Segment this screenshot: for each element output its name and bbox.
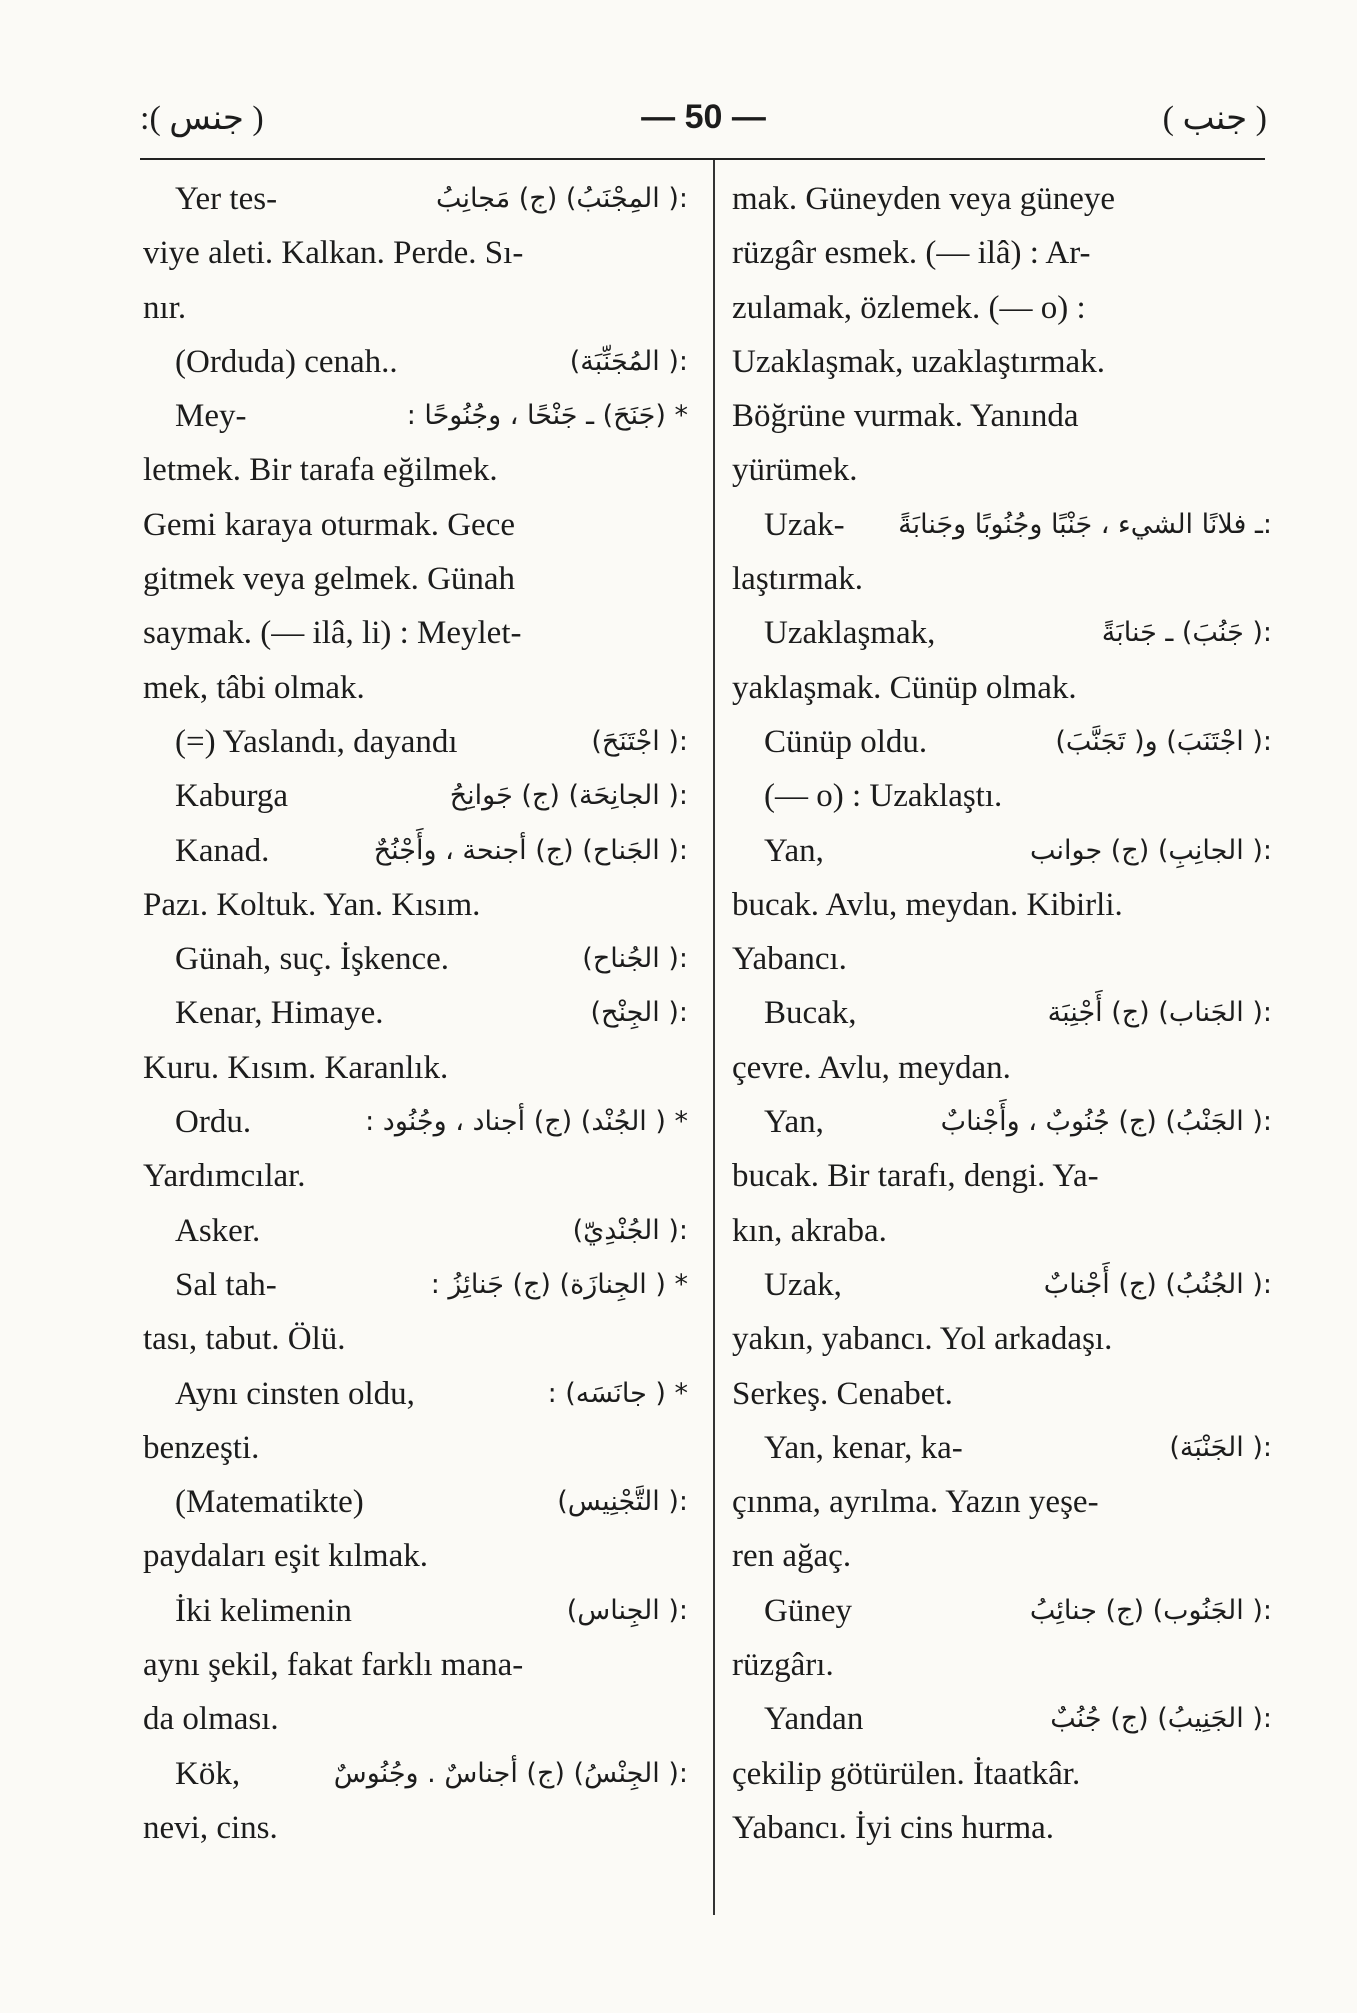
definition-text: Yabancı. İyi cins hurma. [732, 1809, 1055, 1846]
entry-line [143, 1475, 688, 1529]
entry-line [732, 1041, 1272, 1095]
definition-text: Yan, [764, 832, 824, 869]
arabic-headword: :( الجُنْدِيّ) [572, 1214, 688, 1246]
entry-line [732, 1475, 1272, 1529]
entry-line [143, 1692, 688, 1746]
definition-text: yaklaşmak. Cünüp olmak. [732, 669, 1077, 706]
definition-text: Güney [764, 1592, 852, 1629]
entry-line [732, 443, 1272, 497]
definition-text: tası, tabut. Ölü. [143, 1321, 346, 1358]
definition-text: laştırmak. [732, 561, 864, 598]
definition-text: saymak. (— ilâ, li) : Meylet- [143, 615, 522, 652]
entry-line [732, 932, 1272, 986]
definition-text: (=) Yaslandı, dayandı [175, 723, 458, 760]
definition-text: (— o) : Uzaklaştı. [764, 778, 1003, 815]
arabic-headword: :( الجَناح) (ج) أجنحة ، وأَجْنُحٌ [373, 834, 688, 866]
entry-line [143, 878, 688, 932]
entry-line [143, 606, 688, 660]
entry-line [732, 281, 1272, 335]
entry-line [143, 715, 688, 769]
entry-line [732, 986, 1272, 1040]
arabic-headword: :ـ فلانًا الشيء ، جَنْبًا وجُنُوبًا وجَنابَةً [898, 508, 1272, 540]
entry-line [143, 443, 688, 497]
entry-line [143, 172, 688, 226]
definition-text: Yan, [764, 1104, 824, 1141]
entry-line [732, 1312, 1272, 1366]
entry-line [143, 1529, 688, 1583]
definition-text: Asker. [175, 1212, 261, 1249]
definition-text: Kaburga [175, 778, 289, 815]
definition-text: Uzak, [764, 1266, 842, 1303]
entry-line [732, 1692, 1272, 1746]
arabic-headword: :( الجِنْح) [590, 997, 688, 1029]
arabic-headword: :( الجِنْسُ) (ج) أجناسٌ . وجُنُوسٌ [333, 1757, 688, 1789]
entry-line [732, 661, 1272, 715]
arabic-headword: :( المِجْنَبُ) (ج) مَجانِبُ [436, 183, 688, 214]
arabic-headword: :( اجْتَنَحَ) [591, 725, 688, 757]
entry-line [143, 986, 688, 1040]
definition-text: paydaları eşit kılmak. [143, 1538, 428, 1575]
arabic-headword: :( الجانِبِ) (ج) جوانب [1030, 834, 1272, 866]
arabic-headword: :( المُجَنِّبَة) [569, 345, 688, 377]
definition-text: aynı şekil, fakat farklı mana- [143, 1647, 524, 1684]
entry-line [143, 661, 688, 715]
definition-text: mak. Güneyden veya güneye [732, 181, 1116, 217]
arabic-headword: * ( الجُنْد) (ج) أجناد ، وجُنُود : [365, 1106, 688, 1138]
entry-line [143, 389, 688, 443]
entry-line [732, 1801, 1272, 1855]
arabic-headword: :( التَّجْنِيس) [557, 1486, 688, 1518]
entry-line [143, 1747, 688, 1801]
arabic-headword: :( الجَنْبَة) [1169, 1431, 1272, 1463]
entry-line [143, 1258, 688, 1312]
header-left-key: :( جنس ) [140, 100, 264, 137]
arabic-headword: :( الجَنْبُ) (ج) جُنُوبٌ ، وأَجْنابٌ [940, 1106, 1272, 1138]
entry-line [143, 1367, 688, 1421]
entry-line [143, 1638, 688, 1692]
definition-text: rüzgâr esmek. (— ilâ) : Ar- [732, 235, 1091, 272]
definition-text: Kuru. Kısım. Karanlık. [143, 1049, 449, 1086]
entry-line [732, 226, 1272, 280]
entry-line [143, 1149, 688, 1203]
definition-text: ren ağaç. [732, 1538, 852, 1575]
column-divider [713, 160, 715, 1915]
definition-text: Uzaklaşmak, [764, 615, 936, 652]
definition-text: bucak. Avlu, meydan. Kibirli. [732, 886, 1123, 923]
arabic-headword: :( الجانِحَة) (ج) جَوانِحُ [449, 780, 688, 812]
entry-line [732, 878, 1272, 932]
definition-text: nevi, cins. [143, 1809, 278, 1846]
arabic-headword: :( الجِناس) [566, 1594, 688, 1626]
definition-text: Pazı. Koltuk. Yan. Kısım. [143, 886, 481, 923]
definition-text: viye aleti. Kalkan. Perde. Sı- [143, 235, 524, 272]
arabic-headword: :( الجُناح) [582, 943, 688, 975]
page-number: — 50 — [641, 98, 766, 136]
entry-line [143, 1584, 688, 1638]
definition-text: çınma, ayrılma. Yazın yeşe- [732, 1484, 1099, 1521]
right-column [732, 172, 1272, 1855]
definition-text: Yabancı. [732, 941, 847, 978]
definition-text: Yandan [764, 1701, 864, 1738]
definition-text: Sal tah- [175, 1266, 277, 1303]
definition-text: Kök, [175, 1755, 241, 1792]
entry-line [732, 389, 1272, 443]
definition-text: da olması. [143, 1701, 279, 1738]
definition-text: Günah, suç. İşkence. [175, 941, 449, 978]
definition-text: Kenar, Himaye. [175, 995, 384, 1032]
definition-text: Ordu. [175, 1104, 252, 1141]
entry-line [143, 769, 688, 823]
arabic-headword: * ( جانَسَه) : [547, 1377, 688, 1409]
entry-line [732, 715, 1272, 769]
definition-text: Yardımcılar. [143, 1158, 306, 1195]
entry-line [732, 606, 1272, 660]
entry-line [732, 552, 1272, 606]
definition-text: Cünüp oldu. [764, 723, 928, 760]
definition-text: İki kelimenin [175, 1592, 352, 1629]
definition-text: benzeşti. [143, 1429, 260, 1466]
definition-text: Gemi karaya oturmak. Gece [143, 506, 515, 543]
definition-text: Yan, kenar, ka- [764, 1429, 963, 1466]
entry-line [143, 1204, 688, 1258]
definition-text: letmek. Bir tarafa eğilmek. [143, 452, 498, 489]
entry-line [732, 1204, 1272, 1258]
definition-text: rüzgârı. [732, 1647, 834, 1684]
entry-line [143, 1421, 688, 1475]
entry-line [732, 1638, 1272, 1692]
definition-text: gitmek veya gelmek. Günah [143, 561, 516, 598]
arabic-headword: * (جَنَحَ) ـ جَنْحًا ، وجُنُوحًا : [406, 400, 688, 432]
entry-line [143, 1095, 688, 1149]
entry-line [143, 1801, 688, 1855]
entry-line [143, 552, 688, 606]
entry-line [732, 1747, 1272, 1801]
arabic-headword: :( الجَناب) (ج) أَجْنِبَة [1047, 997, 1272, 1029]
definition-text: bucak. Bir tarafı, dengi. Ya- [732, 1158, 1099, 1195]
definition-text: Uzak- [764, 506, 845, 543]
entry-line [143, 226, 688, 280]
page-header [140, 98, 1267, 148]
entry-line [732, 1149, 1272, 1203]
definition-text: Uzaklaşmak, uzaklaştırmak. [732, 343, 1105, 380]
arabic-headword: :( جَنُبَ) ـ جَنابَةً [1101, 617, 1272, 649]
entry-line [732, 335, 1272, 389]
entry-line [732, 824, 1272, 878]
entry-line [732, 1367, 1272, 1421]
entry-line [732, 1584, 1272, 1638]
arabic-headword: :( اجْتَنَبَ) و( تَجَنَّبَ) [1055, 725, 1272, 757]
definition-text: Kanad. [175, 832, 270, 869]
definition-text: Serkeş. Cenabet. [732, 1375, 953, 1412]
definition-text: zulamak, özlemek. (— o) : [732, 289, 1086, 326]
entry-line [143, 1041, 688, 1095]
entry-line [143, 498, 688, 552]
definition-text: (Matematikte) [175, 1484, 364, 1521]
entry-line [143, 335, 688, 389]
definition-text: Mey- [175, 398, 247, 435]
arabic-headword: * ( الجِنازَة) (ج) جَنائِزُ : [430, 1268, 688, 1300]
definition-text: yakın, yabancı. Yol arkadaşı. [732, 1321, 1113, 1358]
left-column [143, 172, 688, 1855]
definition-text: Bucak, [764, 995, 857, 1032]
entry-line [732, 498, 1272, 552]
entry-line [143, 932, 688, 986]
arabic-headword: :( الجَنُوب) (ج) جنائِبُ [1029, 1594, 1272, 1626]
entry-line [732, 769, 1272, 823]
definition-text: Böğrüne vurmak. Yanında [732, 398, 1079, 435]
entry-line [143, 824, 688, 878]
definition-text: yürümek. [732, 452, 858, 489]
definition-text: çevre. Avlu, meydan. [732, 1049, 1011, 1086]
entry-line [732, 1421, 1272, 1475]
definition-text: (Orduda) cenah.. [175, 343, 398, 380]
entry-line [143, 1312, 688, 1366]
entry-line [732, 1529, 1272, 1583]
header-right-key: ( جنب ) [1162, 100, 1267, 137]
arabic-headword: :( الجُنُبُ) (ج) أَجْنابٌ [1043, 1268, 1272, 1300]
entry-line [732, 172, 1272, 226]
definition-text: Yer tes- [175, 181, 278, 217]
definition-text: mek, tâbi olmak. [143, 669, 365, 706]
entry-line [143, 281, 688, 335]
definition-text: kın, akraba. [732, 1212, 887, 1249]
definition-text: Aynı cinsten oldu, [175, 1375, 415, 1412]
arabic-headword: :( الجَنِيبُ) (ج) جُنُبٌ [1050, 1703, 1272, 1735]
definition-text: çekilip götürülen. İtaatkâr. [732, 1755, 1081, 1792]
header-rule [140, 158, 1265, 160]
definition-text: nır. [143, 289, 187, 326]
entry-line [732, 1095, 1272, 1149]
entry-line [732, 1258, 1272, 1312]
